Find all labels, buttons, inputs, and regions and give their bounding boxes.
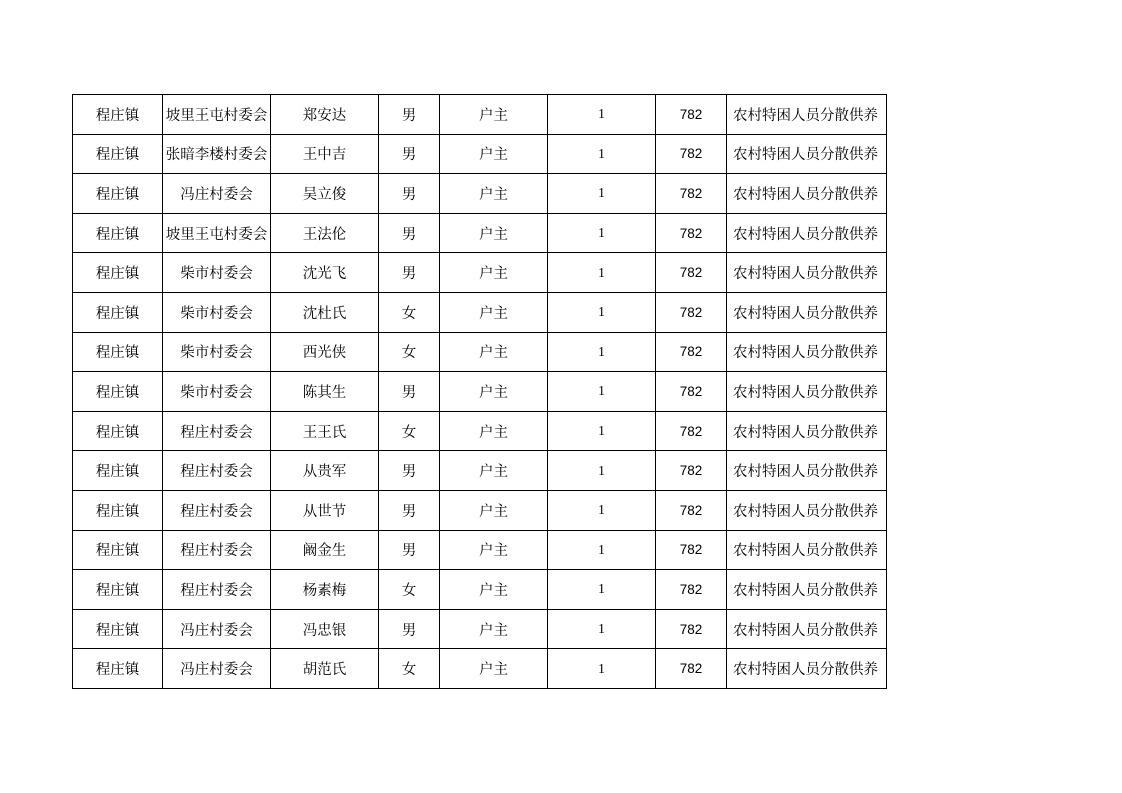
name-cell: 胡范氏 <box>271 649 379 689</box>
gender-cell: 男 <box>379 174 440 214</box>
relation-cell: 户主 <box>440 530 548 570</box>
table-row <box>73 95 887 135</box>
name-cell: 陈其生 <box>271 372 379 412</box>
name-cell: 阚金生 <box>271 530 379 570</box>
household-count-cell: 1 <box>548 253 656 293</box>
relation-cell: 户主 <box>440 253 548 293</box>
support-type-cell: 农村特困人员分散供养 <box>727 649 887 689</box>
village-cell: 程庄村委会 <box>163 451 271 491</box>
relation-cell: 户主 <box>440 213 548 253</box>
amount-cell: 782 <box>656 649 727 689</box>
village-cell: 冯庄村委会 <box>163 649 271 689</box>
household-count-cell: 1 <box>548 95 656 135</box>
town-cell: 程庄镇 <box>73 253 163 293</box>
town-cell: 程庄镇 <box>73 570 163 610</box>
household-count-cell: 1 <box>548 292 656 332</box>
relation-cell: 户主 <box>440 332 548 372</box>
name-cell: 沈杜氏 <box>271 292 379 332</box>
gender-cell: 男 <box>379 372 440 412</box>
table-row <box>73 451 887 491</box>
gender-cell: 男 <box>379 490 440 530</box>
support-type-cell: 农村特困人员分散供养 <box>727 411 887 451</box>
table-row <box>73 530 887 570</box>
support-type-cell: 农村特困人员分散供养 <box>727 490 887 530</box>
table-row <box>73 213 887 253</box>
name-cell: 杨素梅 <box>271 570 379 610</box>
relation-cell: 户主 <box>440 372 548 412</box>
town-cell: 程庄镇 <box>73 451 163 491</box>
gender-cell: 女 <box>379 570 440 610</box>
table-row <box>73 411 887 451</box>
name-cell: 王中吉 <box>271 134 379 174</box>
amount-cell: 782 <box>656 174 727 214</box>
table-row <box>73 253 887 293</box>
gender-cell: 男 <box>379 253 440 293</box>
gender-cell: 女 <box>379 411 440 451</box>
gender-cell: 女 <box>379 292 440 332</box>
gender-cell: 男 <box>379 609 440 649</box>
name-cell: 从世节 <box>271 490 379 530</box>
village-cell: 柴市村委会 <box>163 292 271 332</box>
relation-cell: 户主 <box>440 292 548 332</box>
amount-cell: 782 <box>656 213 727 253</box>
town-cell: 程庄镇 <box>73 372 163 412</box>
table-body <box>73 95 887 689</box>
village-cell: 柴市村委会 <box>163 253 271 293</box>
table-row <box>73 174 887 214</box>
relation-cell: 户主 <box>440 174 548 214</box>
relation-cell: 户主 <box>440 609 548 649</box>
support-type-cell: 农村特困人员分散供养 <box>727 372 887 412</box>
town-cell: 程庄镇 <box>73 530 163 570</box>
support-type-cell: 农村特困人员分散供养 <box>727 451 887 491</box>
household-count-cell: 1 <box>548 451 656 491</box>
support-type-cell: 农村特困人员分散供养 <box>727 332 887 372</box>
village-cell: 程庄村委会 <box>163 411 271 451</box>
table-row <box>73 570 887 610</box>
name-cell: 王法伦 <box>271 213 379 253</box>
village-cell: 程庄村委会 <box>163 490 271 530</box>
village-cell: 冯庄村委会 <box>163 609 271 649</box>
support-type-cell: 农村特困人员分散供养 <box>727 95 887 135</box>
gender-cell: 男 <box>379 451 440 491</box>
household-count-cell: 1 <box>548 530 656 570</box>
table-row <box>73 292 887 332</box>
gender-cell: 男 <box>379 213 440 253</box>
support-type-cell: 农村特困人员分散供养 <box>727 253 887 293</box>
relation-cell: 户主 <box>440 95 548 135</box>
household-count-cell: 1 <box>548 213 656 253</box>
amount-cell: 782 <box>656 292 727 332</box>
gender-cell: 男 <box>379 95 440 135</box>
name-cell: 吴立俊 <box>271 174 379 214</box>
relation-cell: 户主 <box>440 411 548 451</box>
name-cell: 王王氏 <box>271 411 379 451</box>
relation-cell: 户主 <box>440 490 548 530</box>
table-row <box>73 372 887 412</box>
household-count-cell: 1 <box>548 490 656 530</box>
household-count-cell: 1 <box>548 649 656 689</box>
support-type-cell: 农村特困人员分散供养 <box>727 609 887 649</box>
amount-cell: 782 <box>656 95 727 135</box>
support-type-cell: 农村特困人员分散供养 <box>727 292 887 332</box>
gender-cell: 男 <box>379 530 440 570</box>
table-row <box>73 649 887 689</box>
support-type-cell: 农村特困人员分散供养 <box>727 174 887 214</box>
town-cell: 程庄镇 <box>73 213 163 253</box>
amount-cell: 782 <box>656 490 727 530</box>
name-cell: 郑安达 <box>271 95 379 135</box>
name-cell: 从贵军 <box>271 451 379 491</box>
village-cell: 柴市村委会 <box>163 372 271 412</box>
village-cell: 柴市村委会 <box>163 332 271 372</box>
support-type-cell: 农村特困人员分散供养 <box>727 213 887 253</box>
name-cell: 冯忠银 <box>271 609 379 649</box>
relation-cell: 户主 <box>440 570 548 610</box>
name-cell: 沈光飞 <box>271 253 379 293</box>
amount-cell: 782 <box>656 332 727 372</box>
support-type-cell: 农村特困人员分散供养 <box>727 134 887 174</box>
name-cell: 西光侠 <box>271 332 379 372</box>
town-cell: 程庄镇 <box>73 609 163 649</box>
gender-cell: 女 <box>379 332 440 372</box>
village-cell: 坡里王屯村委会 <box>163 213 271 253</box>
amount-cell: 782 <box>656 530 727 570</box>
amount-cell: 782 <box>656 451 727 491</box>
town-cell: 程庄镇 <box>73 134 163 174</box>
household-count-cell: 1 <box>548 332 656 372</box>
amount-cell: 782 <box>656 134 727 174</box>
support-type-cell: 农村特困人员分散供养 <box>727 570 887 610</box>
town-cell: 程庄镇 <box>73 332 163 372</box>
town-cell: 程庄镇 <box>73 174 163 214</box>
household-count-cell: 1 <box>548 134 656 174</box>
town-cell: 程庄镇 <box>73 292 163 332</box>
village-cell: 程庄村委会 <box>163 570 271 610</box>
relation-cell: 户主 <box>440 134 548 174</box>
amount-cell: 782 <box>656 411 727 451</box>
table-row <box>73 134 887 174</box>
gender-cell: 男 <box>379 134 440 174</box>
amount-cell: 782 <box>656 570 727 610</box>
village-cell: 程庄村委会 <box>163 530 271 570</box>
relief-recipients-table <box>72 94 887 689</box>
amount-cell: 782 <box>656 253 727 293</box>
household-count-cell: 1 <box>548 411 656 451</box>
village-cell: 张暗李楼村委会 <box>163 134 271 174</box>
household-count-cell: 1 <box>548 609 656 649</box>
household-count-cell: 1 <box>548 372 656 412</box>
relation-cell: 户主 <box>440 649 548 689</box>
town-cell: 程庄镇 <box>73 649 163 689</box>
town-cell: 程庄镇 <box>73 490 163 530</box>
amount-cell: 782 <box>656 609 727 649</box>
village-cell: 冯庄村委会 <box>163 174 271 214</box>
relation-cell: 户主 <box>440 451 548 491</box>
table-row <box>73 490 887 530</box>
household-count-cell: 1 <box>548 174 656 214</box>
table-row <box>73 332 887 372</box>
support-type-cell: 农村特困人员分散供养 <box>727 530 887 570</box>
town-cell: 程庄镇 <box>73 95 163 135</box>
gender-cell: 女 <box>379 649 440 689</box>
village-cell: 坡里王屯村委会 <box>163 95 271 135</box>
town-cell: 程庄镇 <box>73 411 163 451</box>
table-row <box>73 609 887 649</box>
household-count-cell: 1 <box>548 570 656 610</box>
amount-cell: 782 <box>656 372 727 412</box>
